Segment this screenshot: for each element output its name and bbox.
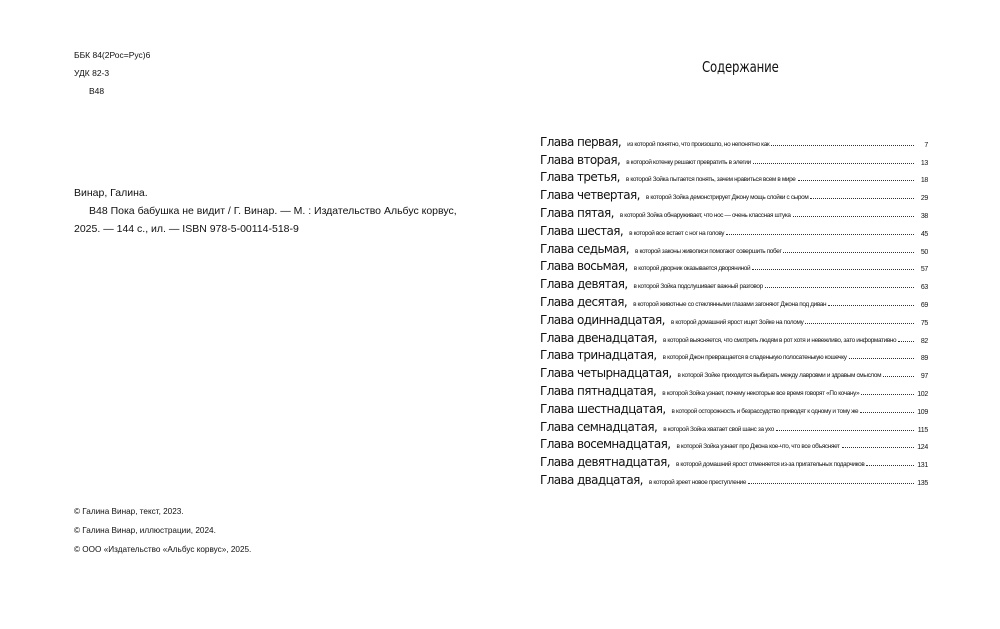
page-number: 18 <box>920 177 928 185</box>
chapter-heading: Глава пятая, <box>540 205 614 220</box>
dot-leader <box>793 216 914 217</box>
classification-codes <box>74 46 150 100</box>
page-number: 131 <box>917 462 928 470</box>
toc-entry[interactable] <box>540 380 928 398</box>
chapter-description: в которой Зойка хватает свой шанс за ухо <box>663 425 774 433</box>
page-number: 69 <box>920 301 928 309</box>
dot-leader <box>842 447 914 448</box>
page-number: 82 <box>920 337 928 345</box>
page-number: 115 <box>917 426 928 434</box>
toc-entry[interactable] <box>540 238 928 256</box>
chapter-heading: Глава третья, <box>540 170 620 185</box>
page-number: 29 <box>920 195 928 203</box>
author-name: Винар, Галина. <box>74 187 148 199</box>
page-number: 63 <box>920 284 928 292</box>
toc-entry[interactable] <box>540 256 928 274</box>
copyright-line: © Галина Винар, текст, 2023. <box>74 507 184 516</box>
chapter-heading: Глава тринадцатая, <box>540 348 657 363</box>
page-number: 89 <box>920 355 928 363</box>
dot-leader <box>849 358 914 359</box>
author-mark: В48 <box>89 86 105 96</box>
chapter-description: в которой Зойка обнаруживает, что нос — очень классная штука <box>619 211 791 219</box>
toc-entry[interactable] <box>540 149 928 167</box>
chapter-description: в которой Зойка узнает, почему некоторые все время говорят «По кочану» <box>662 389 860 397</box>
dot-leader <box>726 234 914 235</box>
chapter-heading: Глава седьмая, <box>540 241 629 256</box>
dot-leader <box>828 305 914 306</box>
chapter-heading: Глава четырнадцатая, <box>540 366 672 381</box>
dot-leader <box>883 376 914 377</box>
chapter-heading: Глава одиннадцатая, <box>540 312 665 327</box>
page-number: 124 <box>917 444 928 452</box>
chapter-heading: Глава первая, <box>540 134 622 149</box>
bbk-code: ББК 84(2Рос=Рус)6 <box>74 50 151 60</box>
toc-entry[interactable] <box>540 309 928 327</box>
chapter-description: в которой зреет новое преступление <box>648 478 747 486</box>
toc-entry[interactable] <box>540 220 928 238</box>
chapter-description: в которой Зойка демонстрирует Джону мощь слойки с сыром <box>645 194 809 202</box>
dot-leader <box>765 287 914 288</box>
bibliographic-entry: В48 Пока бабушка не видит / Г. Винар. — М. : Издательство Альбус корвус, 2025. — 144 с., ил. — ISBN 978-5-00114-518-9 <box>74 205 457 235</box>
chapter-heading: Глава восемнадцатая, <box>540 437 671 452</box>
chapter-description: в которой Джон превращается в сладенькую полосатенькую кошечку <box>662 354 847 362</box>
page-number: 45 <box>920 230 928 238</box>
toc-entry[interactable] <box>540 416 928 434</box>
dot-leader <box>753 163 914 164</box>
chapter-heading: Глава семнадцатая, <box>540 419 658 434</box>
chapter-heading: Глава десятая, <box>540 294 628 309</box>
dot-leader <box>805 323 914 324</box>
chapter-description: в которой животные со стеклянными глазами загоняют Джона под диван <box>633 300 827 308</box>
chapter-heading: Глава вторая, <box>540 152 621 167</box>
chapter-description: из которой понятно, что произошло, но непонятно как <box>627 140 770 148</box>
dot-leader <box>783 252 914 253</box>
chapter-heading: Глава четвертая, <box>540 188 640 203</box>
page-number: 75 <box>920 319 928 327</box>
chapter-description: в которой законы живописи помогают совершить побег <box>634 247 782 255</box>
toc-entry[interactable] <box>540 167 928 185</box>
chapter-heading: Глава девятнадцатая, <box>540 455 670 470</box>
chapter-heading: Глава пятнадцатая, <box>540 383 657 398</box>
chapter-description: в которой все встает с ног на голову <box>629 229 725 237</box>
dot-leader <box>866 465 914 466</box>
copyright-line: © ООО «Издательство «Альбус корвус», 2025. <box>74 545 252 554</box>
dot-leader <box>752 269 914 270</box>
toc-entry[interactable] <box>540 398 928 416</box>
page-number: 7 <box>924 141 928 149</box>
dot-leader <box>771 145 914 146</box>
toc-entry[interactable] <box>540 434 928 452</box>
chapter-heading: Глава шестая, <box>540 223 624 238</box>
copyright-block <box>74 502 251 559</box>
table-of-contents <box>540 131 928 487</box>
toc-entry[interactable] <box>540 327 928 345</box>
chapter-description: в которой дворник оказывается дворяниной <box>633 265 751 273</box>
dot-leader <box>861 394 914 395</box>
chapter-heading: Глава двадцатая, <box>540 472 643 487</box>
right-page <box>540 0 930 629</box>
toc-title: Содержание <box>702 58 779 76</box>
toc-entry[interactable] <box>540 345 928 363</box>
dot-leader <box>798 180 914 181</box>
dot-leader <box>748 483 914 484</box>
page-number: 13 <box>920 159 928 167</box>
page-number: 38 <box>920 212 928 220</box>
chapter-description: в которой Зойка подслушивает важный разговор <box>633 283 763 291</box>
toc-entry[interactable] <box>540 362 928 380</box>
toc-entry[interactable] <box>540 273 928 291</box>
chapter-heading: Глава восьмая, <box>540 259 628 274</box>
chapter-description: в которой Зойка пытается понять, зачем нравиться всем в мире <box>625 176 796 184</box>
toc-entry[interactable] <box>540 451 928 469</box>
copyright-line: © Галина Винар, иллюстрации, 2024. <box>74 526 216 535</box>
dot-leader <box>776 430 914 431</box>
page-number: 102 <box>917 390 928 398</box>
udk-code: УДК 82-3 <box>74 68 110 78</box>
chapter-heading: Глава девятая, <box>540 277 628 292</box>
chapter-description: в которой Зойке приходится выбирать между лавровми и здравым смыслом <box>677 372 882 380</box>
page-number: 57 <box>920 266 928 274</box>
toc-entry[interactable] <box>540 184 928 202</box>
chapter-description: в которой котенку решают превратить в элегии <box>626 158 751 166</box>
chapter-description: в которой Зойка узнает про Джона кое-что, что все объясняет <box>676 443 840 451</box>
toc-entry[interactable] <box>540 291 928 309</box>
dot-leader <box>860 412 914 413</box>
dot-leader <box>898 341 914 342</box>
chapter-description: в которой домашний ярост ищет Зойке на полому <box>670 318 804 326</box>
toc-entry[interactable] <box>540 469 928 487</box>
chapter-description: в которой осторожность и безрассудство приводят к одному и тому же <box>671 407 859 415</box>
chapter-description: в которой выясняется, что смотреть людям в рот хотя и невежливо, зато информативно <box>662 336 897 344</box>
toc-entry[interactable] <box>540 131 928 149</box>
chapter-heading: Глава шестнадцатая, <box>540 401 666 416</box>
bibliographic-record <box>74 184 466 238</box>
page-number: 50 <box>920 248 928 256</box>
chapter-heading: Глава двенадцатая, <box>540 330 657 345</box>
chapter-description: в которой домашний ярост отменяется из-за пригательных подарчиков <box>675 461 865 469</box>
page-number: 135 <box>917 479 928 487</box>
dot-leader <box>810 198 914 199</box>
toc-entry[interactable] <box>540 202 928 220</box>
page-number: 109 <box>917 408 928 416</box>
page-number: 97 <box>920 373 928 381</box>
